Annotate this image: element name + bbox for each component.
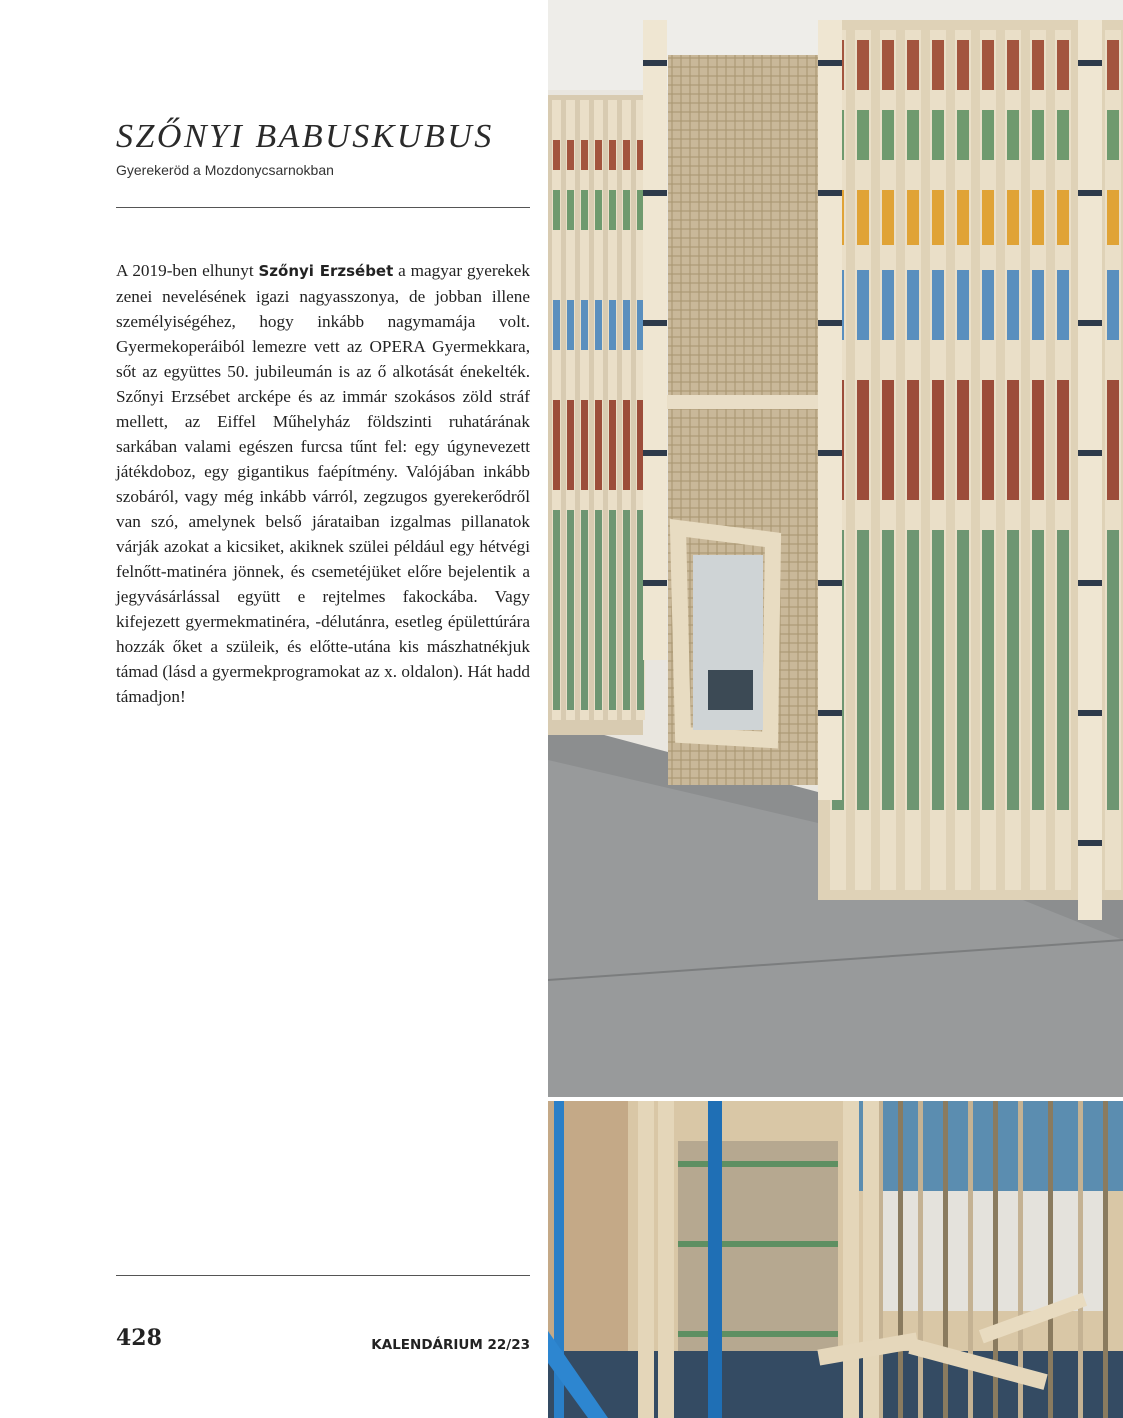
body-highlight-name: Szőnyi Erzsébet xyxy=(258,262,394,280)
body-text: a magyar gyerekek zenei nevelésének igazi nagyasszonya, de jobban illene személyiségéhez, hogy inkább nagymamája volt. Gyermekoperáiból lemezre vett az OPERA Gyermekkara, sőt az együttes 50. jubileumán is az ő alkotását énekelték. Szőnyi Erzsébet arcképe és az immár szokásos zöld stráf mellett, az Eiffel Műhelyház földszinti ruhatárának sarkában valami egészen furcsa tűnt fel: egy úgynevezett játékdoboz, egy gigantikus faépítmény. Valójában inkább szobáról, vagy még inkább várról, zegzugos gyerekerődről van szó, amelynek belső járataiban izgalmas pillanatok várják azokat a kicsiket, akiknek szülei például egy hétvégi felnőtt-matinéra jönnek, és csemetéjüket előre bejelentik a jegyvásárlással együtt e rejtelmes fakockába. Vagy kifejezett gyermekmatinéra, -délutánra, esetleg épülettúrára hozzák őket a szüleik, és előtte-utána kis mászhatnékjuk támad (lásd a gyermekprogramokat az x. oldalon). Hát hadd támadjon! xyxy=(116,261,530,706)
article-column xyxy=(116,0,530,1418)
article-subtitle: Gyerekeröd a Mozdonycsarnokban xyxy=(116,162,334,178)
page-number: 428 xyxy=(116,1325,162,1351)
article-title: SZŐNYI BABUSKUBUS xyxy=(116,118,494,155)
photo-climbing-structure-interior xyxy=(548,1101,1123,1418)
body-intro: A 2019-ben elhunyt xyxy=(116,261,259,280)
climbing-structure-photo-icon xyxy=(548,1101,1123,1418)
footer-divider xyxy=(116,1275,530,1276)
header-divider xyxy=(116,207,530,208)
publication-name: KALENDÁRIUM 22/23 xyxy=(371,1337,530,1353)
article-body xyxy=(116,258,530,709)
wooden-wall-photo-icon xyxy=(548,0,1123,1097)
photo-wooden-slat-wall xyxy=(548,0,1123,1097)
